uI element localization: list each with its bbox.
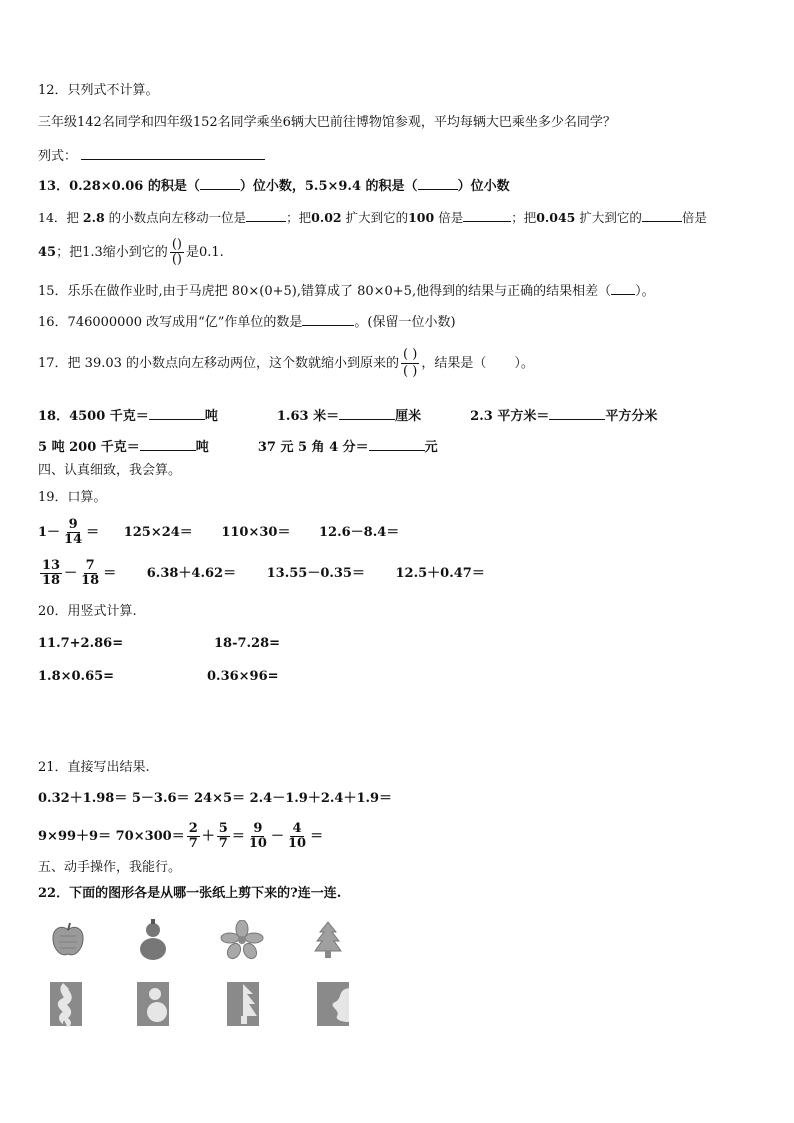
- q17-frac-num: ( ): [403, 347, 418, 362]
- q12-blank[interactable]: [81, 146, 265, 160]
- frac-den: 14: [64, 532, 83, 547]
- q13-blank-2[interactable]: [418, 176, 458, 190]
- frac-num: 7: [85, 558, 95, 573]
- q18-blank[interactable]: [339, 406, 395, 420]
- q19-text: －: [64, 566, 78, 581]
- q14-fraction[interactable]: [170, 238, 184, 267]
- q16-text: 16．746000000 改写成用“亿”作单位的数是: [38, 315, 303, 330]
- q16-tail: 。(保留一位小数): [354, 315, 456, 330]
- q19-fraction: [62, 518, 84, 547]
- q13: [38, 176, 510, 196]
- q13-blank-1[interactable]: [200, 176, 240, 190]
- q18-blank[interactable]: [369, 437, 425, 451]
- cut-paper-3-icon[interactable]: [225, 980, 261, 1028]
- frac-den: 10: [248, 836, 267, 851]
- q14-text: 14．把: [38, 210, 79, 225]
- q12-title: 12．只列式不计算。: [38, 83, 159, 98]
- q16-blank[interactable]: [302, 312, 354, 326]
- q21-text: －: [270, 829, 284, 844]
- q15-blank[interactable]: [611, 281, 635, 295]
- q14-value: 0.02: [311, 210, 342, 225]
- q19-fraction: [79, 559, 101, 588]
- q19-title: 19．口算。: [38, 490, 107, 505]
- frac-num: 13: [42, 558, 61, 573]
- q13-a2: 的积是（: [147, 179, 200, 194]
- q17-frac-den: ( ): [403, 364, 418, 379]
- flower-icon[interactable]: [220, 920, 264, 960]
- frac-den: 10: [287, 836, 307, 851]
- q20-item-4: 0.36×96=: [207, 669, 279, 684]
- q18-item: 37 元 5 角 4 分＝: [257, 440, 369, 455]
- q14-line1: [38, 208, 707, 227]
- q21-title: 21．直接写出结果.: [38, 760, 150, 775]
- q19-item: 6.38＋4.62＝: [146, 566, 237, 581]
- q17-fraction[interactable]: [401, 347, 419, 380]
- q13-a6: ）位小数: [457, 179, 510, 194]
- cut-paper-2-icon[interactable]: [135, 980, 171, 1028]
- q18-item: 2.3 平方米＝: [470, 409, 550, 424]
- q14-text: 扩大到它的: [579, 210, 642, 225]
- q21-text: ＝: [310, 829, 324, 844]
- q15: [38, 281, 655, 301]
- cut-paper-4-icon[interactable]: [315, 980, 351, 1028]
- frac-num: 4: [292, 821, 302, 836]
- q15-text: 15．乐乐在做作业时,由于马虎把 80×(0+5),错算成了 80×0+5,他得到的结果与正确的结果相差（: [38, 284, 612, 299]
- q14-text: ；把: [56, 245, 83, 260]
- q13-num: 13．: [38, 179, 70, 194]
- q21-row1: 0.32＋1.98＝ 5－3.6＝ 24×5＝ 2.4－1.9＋2.4＋1.9＝: [38, 791, 393, 806]
- q21-fraction: [286, 822, 308, 851]
- q19-row2: [38, 554, 485, 594]
- q21-fraction: [217, 822, 230, 851]
- q14-blank-2[interactable]: [463, 208, 511, 222]
- q14-value: 2.8: [82, 210, 105, 225]
- q14-text: 的小数点向左移动一位是: [108, 210, 247, 225]
- section-5-heading: 五、动手操作，我能行。: [38, 860, 182, 875]
- q22-title: 22．下面的图形各是从哪一张纸上剪下来的?连一连.: [38, 886, 342, 901]
- q14-blank-1[interactable]: [246, 208, 286, 222]
- q14-blank-3[interactable]: [642, 208, 682, 222]
- frac-den: 18: [42, 573, 61, 588]
- q14-text: ；把: [286, 210, 312, 225]
- q14-text: 扩大到它的: [345, 210, 409, 225]
- cut-paper-1-icon[interactable]: [48, 980, 84, 1028]
- q12-answer-line: [38, 146, 265, 166]
- q14-frac-num: (): [171, 237, 182, 252]
- q14-value: 1.3: [82, 245, 103, 260]
- frac-num: 2: [188, 821, 198, 836]
- q19-item: 110×30＝: [221, 525, 291, 540]
- q18-blank[interactable]: [149, 406, 205, 420]
- tree-icon[interactable]: [312, 920, 344, 960]
- q18-blank[interactable]: [140, 437, 196, 451]
- q14-text: 倍是: [438, 210, 464, 225]
- frac-num: 9: [253, 821, 263, 836]
- frac-den: 7: [188, 836, 198, 851]
- q18-item: 5 吨 200 千克＝: [38, 440, 140, 455]
- q18-unit: 吨: [204, 409, 218, 424]
- q19-item: 12.5＋0.47＝: [395, 566, 485, 581]
- q20-item-1: 11.7+2.86=: [38, 636, 124, 651]
- q14-text: 倍是: [681, 210, 707, 225]
- q19-item: 13.55－0.35＝: [266, 566, 365, 581]
- q18-unit: 厘米: [395, 409, 422, 424]
- q15-tail: ）。: [635, 284, 655, 299]
- section-4-heading: 四、认真细致，我会算。: [38, 463, 182, 478]
- q14-value: 0.1: [198, 245, 220, 260]
- q21-text: ＋: [201, 829, 215, 844]
- q18-blank[interactable]: [549, 406, 605, 420]
- q12-text: 三年级142名同学和四年级152名同学乘坐6辆大巴前往博物馆参观，平均每辆大巴乘坐多少名同学？: [38, 115, 616, 130]
- q13-a3: ）位小数，: [239, 179, 305, 194]
- q18-unit: 吨: [195, 440, 209, 455]
- q20-item-2: 18-7.28=: [214, 636, 281, 651]
- q18-item: 1.63 米＝: [276, 409, 340, 424]
- q13-a4: 5.5×9.4: [304, 179, 362, 194]
- q18-unit: 平方分米: [605, 409, 658, 424]
- q14-frac-den: (): [171, 252, 182, 267]
- q17-text: 17．把 39.03 的小数点向左移动两位，这个数就缩小到原来的: [38, 356, 400, 371]
- q19-item: 125×24＝: [123, 525, 193, 540]
- q14-value: 100: [408, 210, 435, 225]
- frac-den: 7: [218, 836, 228, 851]
- q17-tail: ，结果是（: [421, 356, 487, 371]
- q14-text: .: [219, 245, 224, 260]
- q19-text: 1－: [38, 525, 61, 540]
- q14-text: ；把: [511, 210, 537, 225]
- q21-fraction: [187, 822, 200, 851]
- q21-fraction: [247, 822, 269, 851]
- apple-icon[interactable]: [48, 920, 88, 960]
- q20-item-3: 1.8×0.65=: [38, 669, 115, 684]
- q14-text: 缩小到它的: [102, 245, 168, 260]
- q19-item: 12.6－8.4＝: [319, 525, 400, 540]
- q18-unit: 元: [424, 440, 438, 455]
- q14-text: 是: [185, 245, 199, 260]
- q21-text: ＝: [231, 829, 245, 844]
- q18-row1: [38, 406, 657, 426]
- gourd-icon[interactable]: [135, 918, 171, 962]
- frac-den: 18: [81, 573, 100, 588]
- q14-value: 45: [38, 245, 57, 260]
- q13-a1: 0.28×0.06: [69, 179, 144, 194]
- q21-text: 9×99＋9＝ 70×300＝: [38, 829, 185, 844]
- q14-line2: [38, 238, 224, 268]
- q17-end: ）。: [514, 356, 534, 371]
- frac-num: 9: [68, 517, 78, 532]
- frac-num: 5: [218, 821, 228, 836]
- q19-fraction: [40, 559, 62, 588]
- q19-row1: [38, 513, 399, 553]
- q14-value: 0.045: [536, 210, 576, 225]
- q20-title: 20．用竖式计算.: [38, 604, 137, 619]
- q18-item: 18．4500 千克＝: [38, 409, 149, 424]
- q16: [38, 312, 456, 332]
- q19-text: ＝: [86, 525, 100, 540]
- q12-label: 列式：: [38, 149, 78, 164]
- q18-row2: [38, 437, 438, 457]
- q19-text: ＝: [103, 566, 117, 581]
- q13-a5: 的积是（: [365, 179, 418, 194]
- q21-row2: [38, 817, 323, 857]
- q17: [38, 346, 534, 382]
